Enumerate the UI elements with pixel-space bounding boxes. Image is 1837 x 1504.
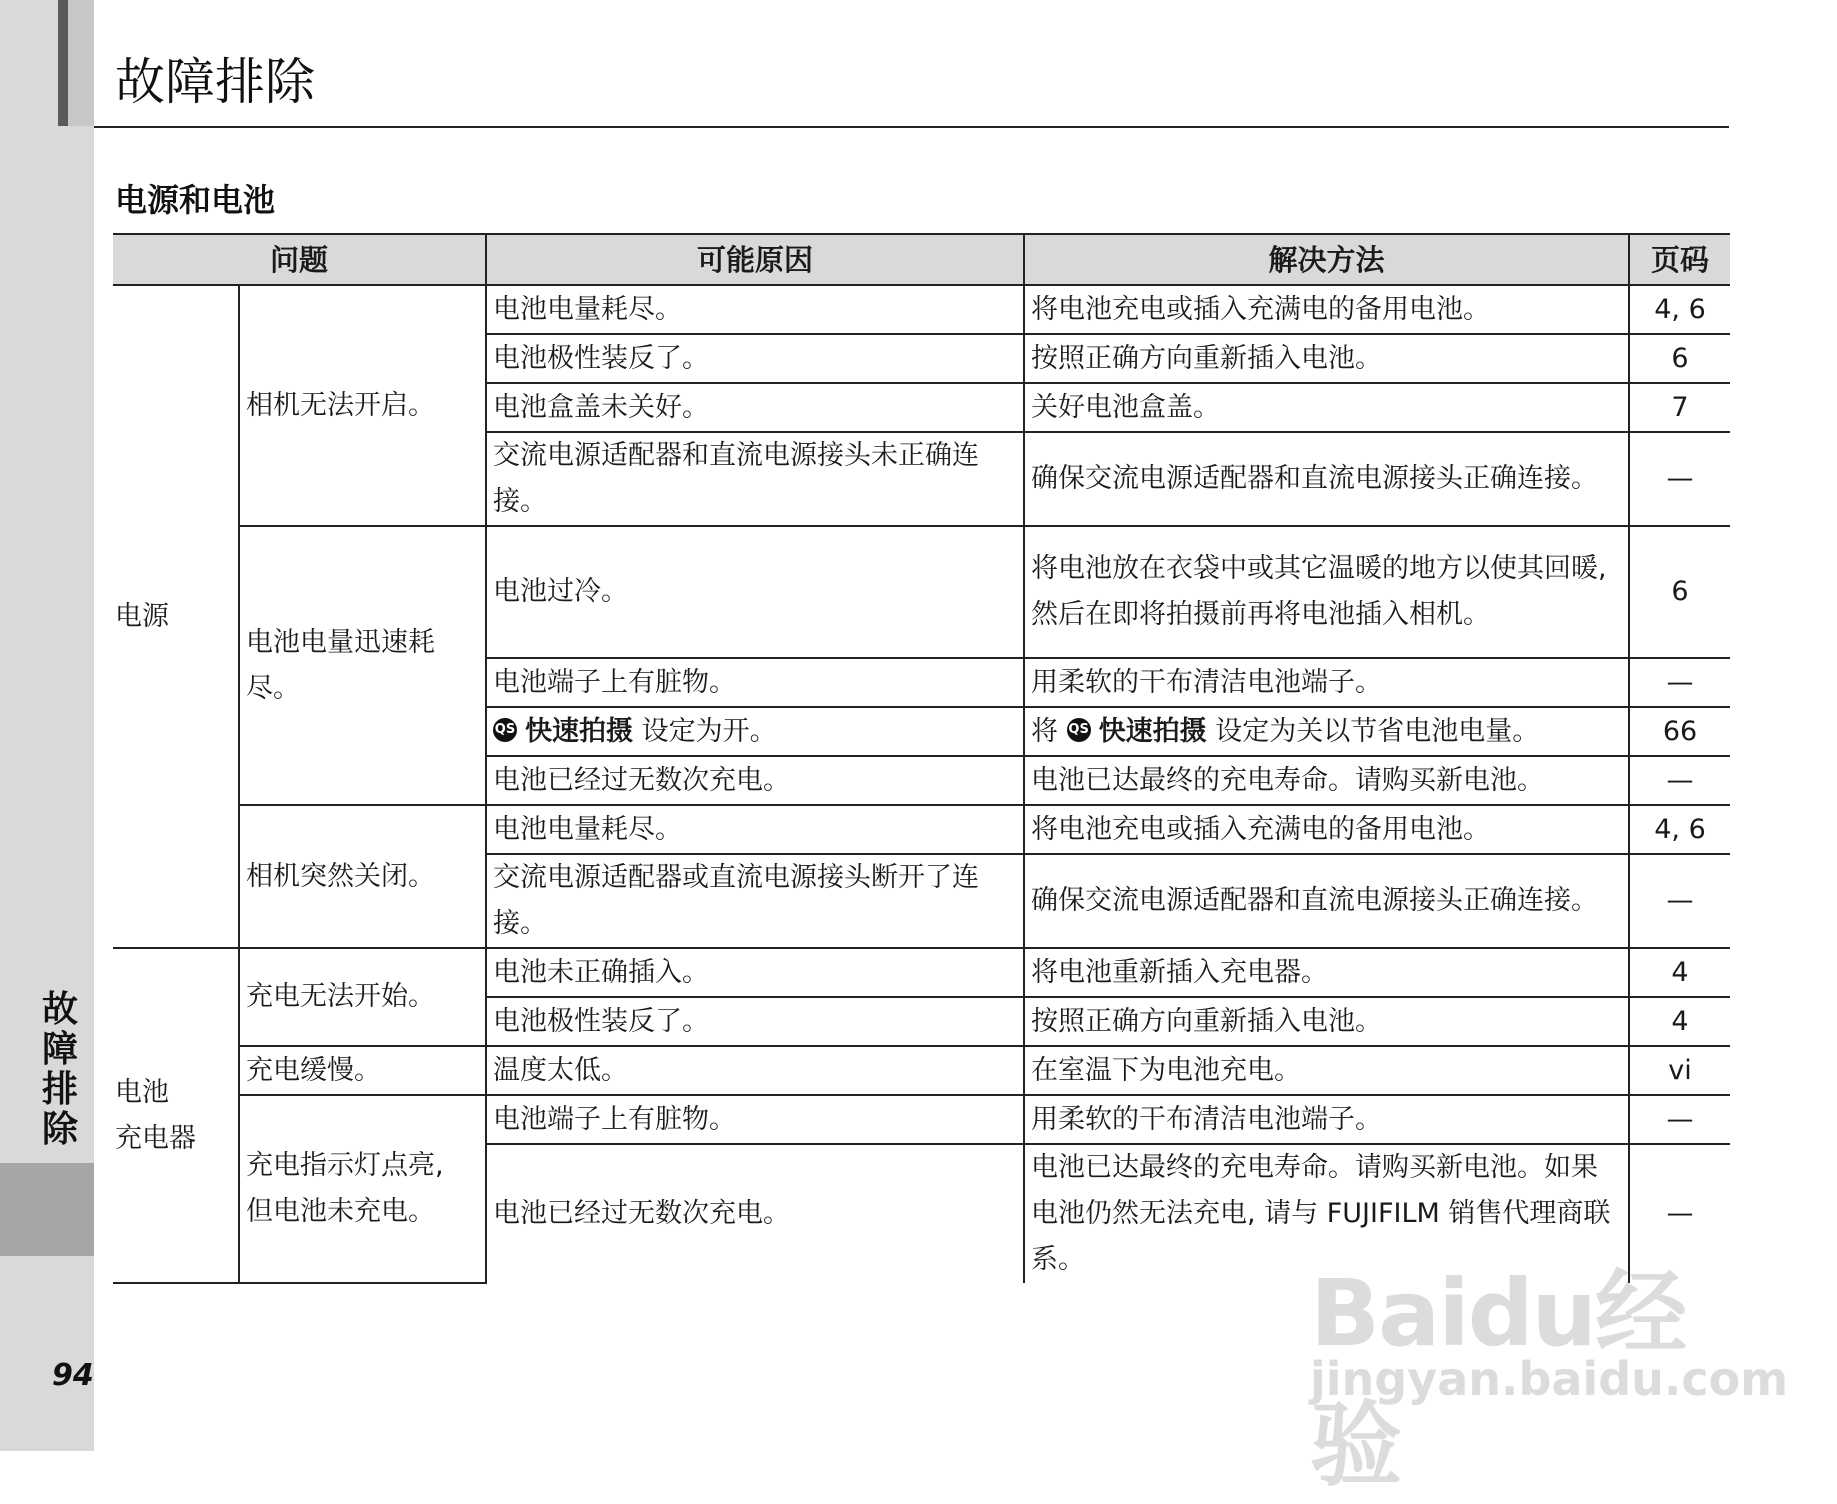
problem-cell: 充电缓慢。 [239, 1046, 486, 1095]
page-cell: — [1629, 1144, 1730, 1283]
page-number: 94 [52, 1358, 94, 1393]
page-cell: — [1629, 756, 1730, 805]
cause-text: 设定为开。 [633, 715, 777, 747]
page-cell: — [1629, 1095, 1730, 1144]
cause-cell: 电池电量耗尽。 [486, 805, 1024, 854]
page-cell: — [1629, 854, 1730, 948]
page-cell: — [1629, 432, 1730, 526]
page-cell: — [1629, 658, 1730, 707]
solution-cell: 确保交流电源适配器和直流电源接头正确连接。 [1024, 432, 1629, 526]
quick-start-label: 快速拍摄 [525, 715, 634, 747]
problem-cell: 相机无法开启。 [239, 285, 486, 526]
cause-cell: 电池电量耗尽。 [486, 285, 1024, 334]
table-row [113, 526, 1730, 658]
header-solution: 解决方法 [1024, 234, 1629, 285]
category-battery-charger: 电池 充电器 [113, 948, 239, 1283]
title-accent-bar [58, 0, 68, 126]
problem-cell: 充电无法开始。 [239, 948, 486, 1046]
cause-cell: 电池端子上有脏物。 [486, 1095, 1024, 1144]
cause-cell: 交流电源适配器或直流电源接头断开了连接。 [486, 854, 1024, 948]
cause-cell: 电池已经过无数次充电。 [486, 756, 1024, 805]
table-row [113, 948, 1730, 997]
cause-cell [486, 707, 1024, 756]
problem-cell: 相机突然关闭。 [239, 805, 486, 948]
header-page: 页码 [1629, 234, 1730, 285]
side-tab-label: 故 障 排 除 [41, 989, 78, 1150]
solution-prefix: 将 [1031, 715, 1067, 747]
cause-cell: 电池极性装反了。 [486, 997, 1024, 1046]
solution-cell: 将电池重新插入充电器。 [1024, 948, 1629, 997]
solution-cell: 按照正确方向重新插入电池。 [1024, 997, 1629, 1046]
page-cell: 7 [1629, 383, 1730, 432]
category-power: 电源 [113, 285, 239, 948]
solution-cell: 按照正确方向重新插入电池。 [1024, 334, 1629, 383]
table-row [113, 1046, 1730, 1095]
section-heading: 电源和电池 [115, 181, 276, 219]
table-row [113, 1095, 1730, 1144]
cause-cell: 电池端子上有脏物。 [486, 658, 1024, 707]
header-cause: 可能原因 [486, 234, 1024, 285]
solution-cell: 在室温下为电池充电。 [1024, 1046, 1629, 1095]
cause-cell: 交流电源适配器和直流电源接头未正确连接。 [486, 432, 1024, 526]
cause-cell: 电池极性装反了。 [486, 334, 1024, 383]
watermark-url: jingyan.baidu.com [1310, 1352, 1789, 1406]
solution-cell: 确保交流电源适配器和直流电源接头正确连接。 [1024, 854, 1629, 948]
solution-cell: 关好电池盒盖。 [1024, 383, 1629, 432]
table-row [113, 805, 1730, 854]
cause-cell: 电池盒盖未关好。 [486, 383, 1024, 432]
solution-cell: 将电池充电或插入充满电的备用电池。 [1024, 285, 1629, 334]
title-accent-shade [68, 0, 94, 126]
page-title: 故障排除 [115, 53, 315, 111]
table-header-row [113, 234, 1730, 285]
header-problem: 问题 [113, 234, 486, 285]
quick-start-label: 快速拍摄 [1098, 715, 1207, 747]
cause-cell: 电池过冷。 [486, 526, 1024, 658]
problem-cell: 电池电量迅速耗尽。 [239, 526, 486, 805]
solution-cell: 电池已达最终的充电寿命。请购买新电池。如果电池仍然无法充电, 请与 FUJIFILM 销售代理商联系。 [1024, 1144, 1629, 1283]
problem-cell: 充电指示灯点亮, 但电池未充电。 [239, 1095, 486, 1283]
page-cell: vi [1629, 1046, 1730, 1095]
cause-cell: 电池未正确插入。 [486, 948, 1024, 997]
page-cell: 4 [1629, 997, 1730, 1046]
side-tab-highlight [0, 1163, 94, 1256]
watermark [1310, 1240, 1789, 1499]
title-divider [94, 126, 1729, 128]
cause-cell: 电池已经过无数次充电。 [486, 1144, 1024, 1283]
page-cell: 66 [1629, 707, 1730, 756]
solution-cell: 用柔软的干布清洁电池端子。 [1024, 658, 1629, 707]
quick-start-icon: QS [1067, 718, 1091, 742]
page-cell: 4, 6 [1629, 285, 1730, 334]
cause-cell: 温度太低。 [486, 1046, 1024, 1095]
solution-cell: 将电池放在衣袋中或其它温暖的地方以使其回暖, 然后在即将拍摄前再将电池插入相机。 [1024, 526, 1629, 658]
table-row [113, 285, 1730, 334]
solution-cell: 将电池充电或插入充满电的备用电池。 [1024, 805, 1629, 854]
troubleshooting-table [113, 233, 1730, 1284]
watermark-logo: Baidu经验 [1310, 1260, 1686, 1499]
solution-cell: 用柔软的干布清洁电池端子。 [1024, 1095, 1629, 1144]
solution-text: 设定为关以节省电池电量。 [1206, 715, 1540, 747]
page-cell: 6 [1629, 334, 1730, 383]
page-cell: 4, 6 [1629, 805, 1730, 854]
page-cell: 4 [1629, 948, 1730, 997]
solution-cell [1024, 707, 1629, 756]
solution-cell: 电池已达最终的充电寿命。请购买新电池。 [1024, 756, 1629, 805]
page-cell: 6 [1629, 526, 1730, 658]
quick-start-icon: QS [493, 718, 517, 742]
